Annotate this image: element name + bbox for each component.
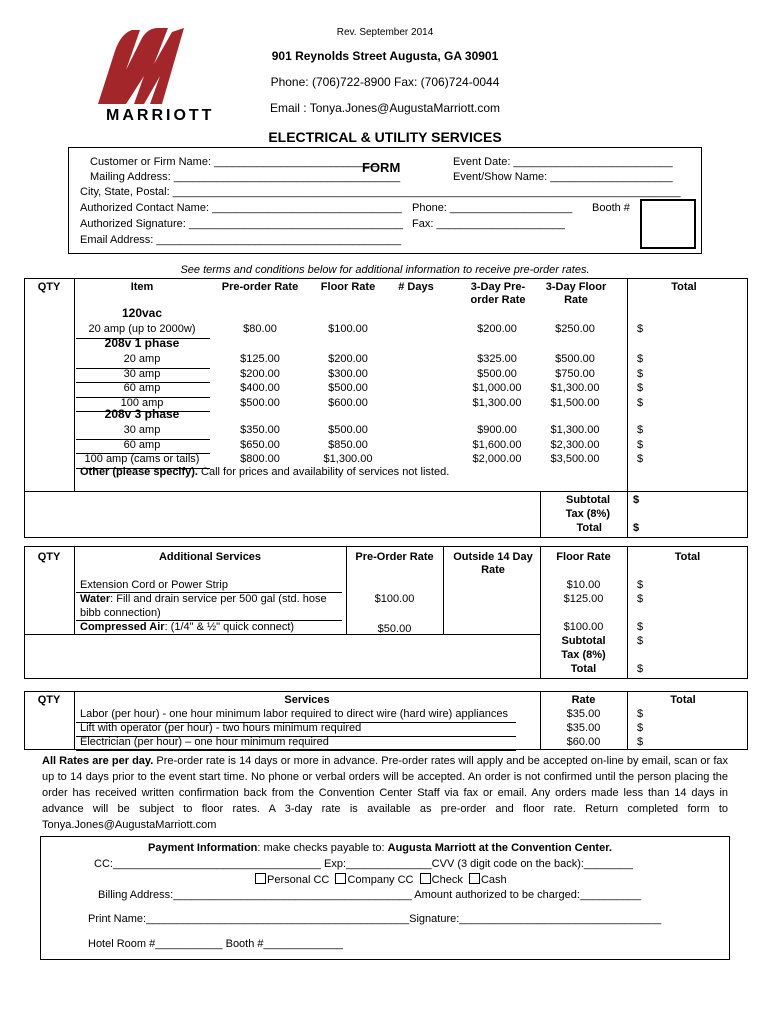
col-preorder: Pre-order Rate — [221, 281, 299, 293]
col-qty: QTY — [37, 281, 61, 293]
row-3day-floor: $500.00 — [555, 353, 595, 365]
row-item: 30 amp — [123, 424, 161, 436]
elec-total-value[interactable]: $ — [633, 522, 640, 534]
col-days: # Days — [398, 281, 434, 293]
email-field[interactable]: Email Address: ________________________________________ — [80, 234, 402, 246]
row-floor: $1,300.00 — [323, 453, 373, 465]
service-rate: $35.00 — [566, 722, 601, 734]
check-checkbox[interactable]: Check — [417, 874, 463, 886]
service-desc: Labor (per hour) - one hour minimum labor required to direct wire (hard wire) appliances — [80, 708, 508, 720]
ext-floor: $10.00 — [566, 579, 601, 591]
personal-cc-checkbox[interactable]: Personal CC — [255, 874, 329, 886]
row-3day-preorder: $1,300.00 — [472, 396, 522, 409]
hotel-phone-fax: Phone: (706)722-8900 Fax: (706)724-0044 — [270, 75, 500, 89]
print-name-field[interactable]: Print Name:___________________________________________Signature:_________________________________ — [88, 913, 662, 925]
add-total-label: Total — [570, 663, 597, 675]
service-total[interactable]: $ — [637, 708, 644, 720]
row-preorder: $200.00 — [240, 367, 280, 380]
svc-col-rate: Rate — [571, 694, 596, 706]
row-3day-floor: $3,500.00 — [550, 453, 600, 465]
row-preorder: $650.00 — [240, 438, 280, 451]
elec-subtotal-label: Subtotal — [566, 494, 610, 506]
add-col-outside: Outside 14 Day Rate — [453, 551, 533, 576]
air-floor: $100.00 — [563, 621, 604, 633]
ext-cord-label: Extension Cord or Power Strip — [80, 579, 228, 591]
air-total[interactable]: $ — [637, 621, 644, 633]
col-item: Item — [130, 281, 154, 293]
service-rate: $60.00 — [566, 736, 601, 748]
form-subtitle: FORM — [362, 160, 401, 175]
section-title: 120vac — [121, 306, 163, 320]
phone-field[interactable]: Phone: ____________________ — [412, 202, 573, 214]
row-3day-preorder: $1,000.00 — [472, 382, 522, 394]
add-col-qty: QTY — [37, 551, 61, 563]
water-floor: $125.00 — [563, 593, 604, 605]
row-total[interactable]: $ — [637, 438, 644, 451]
row-item: 20 amp — [123, 353, 161, 365]
fax-field[interactable]: Fax: _____________________ — [412, 218, 565, 230]
row-total[interactable]: $ — [637, 353, 644, 365]
col-3day-preorder: 3-Day Pre-order Rate — [470, 281, 526, 306]
contact-name-field[interactable]: Authorized Contact Name: _______________________________ — [80, 202, 402, 214]
col-total: Total — [671, 281, 697, 293]
terms-paragraph: All Rates are per day. Pre-order rate is 14 days or more in advance. Pre-order rates will apply and be accepted on-line by email, scan or fax up to 14 days prior to the event start time. No phone or verbal orders will be accepted. An order is not confirmed until the person placing the order has received written confirmation back from the Convention Center Staff via fax or email. Any orders made less than 14 days in advance will be subject to floor rates. A 3-day rate is available as pre-order and floor rate. Return completed form to Tonya.Jones@AugustaMarriott.com — [42, 755, 728, 831]
add-total-value[interactable]: $ — [637, 663, 644, 675]
service-rate: $35.00 — [566, 708, 601, 720]
cash-checkbox[interactable]: Cash — [466, 874, 507, 886]
marriott-logo-icon — [96, 24, 186, 106]
service-desc: Electrician (per hour) – one hour minimum required — [80, 736, 329, 748]
air-label: Compressed Air: (1/4" & ½" quick connect) — [80, 621, 295, 633]
revision-date: Rev. September 2014 — [336, 27, 434, 38]
section-title: 208v 3 phase — [104, 407, 180, 421]
row-total[interactable]: $ — [637, 323, 644, 335]
row-total[interactable]: $ — [637, 396, 644, 409]
hotel-email: Email : Tonya.Jones@AugustaMarriott.com — [269, 101, 501, 115]
elec-total-label: Total — [576, 522, 602, 534]
hotel-room-field[interactable]: Hotel Room #___________ Booth #_____________ — [88, 938, 344, 950]
row-item: 60 amp — [123, 438, 161, 451]
row-3day-preorder: $500.00 — [477, 367, 517, 380]
row-3day-preorder: $200.00 — [477, 323, 517, 335]
booth-label: Booth # — [592, 202, 630, 214]
row-floor: $850.00 — [328, 438, 368, 451]
add-col-service: Additional Services — [158, 551, 262, 563]
service-total[interactable]: $ — [637, 722, 644, 734]
row-item: 100 amp (cams or tails) — [84, 453, 200, 465]
billing-address-field[interactable]: Billing Address:_______________________________________ Amount authorized to be charged:__________ — [98, 889, 642, 901]
payment-options — [255, 873, 507, 887]
row-3day-preorder: $1,600.00 — [472, 438, 522, 451]
other-specify: Other (please specify). Call for prices and availability of services not listed. — [80, 466, 450, 478]
svc-col-service: Services — [284, 694, 330, 706]
logo-text: MARRIOTT — [106, 107, 215, 124]
water-label: Water: Fill and drain service per 500 gal (std. hose — [80, 593, 327, 605]
row-floor: $600.00 — [328, 396, 368, 409]
event-show-name-field[interactable]: Event/Show Name: ____________________ — [453, 171, 673, 183]
water-label-cont: bibb connection) — [80, 607, 161, 619]
signature-field[interactable]: Authorized Signature: ___________________________________ — [80, 218, 403, 230]
row-item: 100 amp — [120, 396, 164, 409]
add-col-preorder: Pre-Order Rate — [355, 551, 434, 563]
row-total[interactable]: $ — [637, 424, 644, 436]
row-3day-floor: $750.00 — [555, 367, 595, 380]
row-3day-floor: $1,300.00 — [550, 382, 600, 394]
row-item: 60 amp — [123, 382, 161, 394]
col-3day-floor: 3-Day Floor Rate — [545, 281, 607, 306]
event-date-field[interactable]: Event Date: __________________________ — [453, 156, 673, 168]
company-cc-checkbox[interactable]: Company CC — [332, 874, 413, 886]
row-floor: $500.00 — [328, 382, 368, 394]
row-total[interactable]: $ — [637, 367, 644, 380]
add-subtotal-value[interactable]: $ — [637, 635, 644, 647]
row-floor: $200.00 — [328, 353, 368, 365]
water-preorder: $100.00 — [374, 593, 415, 605]
row-preorder: $800.00 — [240, 453, 280, 465]
ext-total[interactable]: $ — [637, 579, 644, 591]
row-preorder: $80.00 — [243, 323, 277, 335]
service-total[interactable]: $ — [637, 736, 644, 748]
cc-field[interactable]: CC:__________________________________ Exp:______________CVV (3 digit code on the back):________ — [94, 858, 633, 870]
row-3day-floor: $2,300.00 — [550, 438, 600, 451]
row-preorder: $125.00 — [240, 353, 280, 365]
booth-number-box[interactable] — [640, 199, 696, 249]
row-total[interactable]: $ — [637, 453, 644, 465]
form-title: ELECTRICAL & UTILITY SERVICES — [268, 129, 502, 145]
elec-subtotal-value[interactable]: $ — [633, 494, 640, 506]
col-floor: Floor Rate — [320, 281, 376, 293]
svc-col-total: Total — [670, 694, 696, 706]
water-total[interactable]: $ — [637, 593, 644, 605]
row-floor: $500.00 — [328, 424, 368, 436]
firm-name-field[interactable]: Customer or Firm Name: ___________________________ — [90, 156, 380, 168]
row-floor: $300.00 — [328, 367, 368, 380]
payment-info-label: Payment Information: make checks payable to: Augusta Marriott at the Convention Center. — [148, 842, 612, 854]
row-preorder: $500.00 — [240, 396, 280, 409]
section-title: 208v 1 phase — [104, 336, 180, 350]
city-state-postal-field[interactable]: City, State, Postal: ___________________________________________________________________________________ — [80, 186, 681, 198]
hotel-address: 901 Reynolds Street Augusta, GA 30901 — [271, 49, 499, 63]
add-col-total: Total — [674, 551, 701, 563]
terms-note: See terms and conditions below for additional information to receive pre-order rates. — [180, 264, 590, 276]
row-3day-preorder: $2,000.00 — [472, 453, 522, 465]
row-total[interactable]: $ — [637, 382, 644, 394]
row-preorder: $400.00 — [240, 382, 280, 394]
row-floor: $100.00 — [328, 323, 368, 335]
svc-col-qty: QTY — [37, 694, 61, 706]
row-3day-preorder: $325.00 — [477, 353, 517, 365]
row-item: 20 amp (up to 2000w) — [88, 323, 196, 335]
add-col-floor: Floor Rate — [556, 551, 611, 563]
air-preorder: $50.00 — [377, 623, 412, 635]
elec-tax-label: Tax (8%) — [565, 508, 610, 520]
service-desc: Lift with operator (per hour) - two hours minimum required — [80, 722, 362, 734]
add-tax-label: Tax (8%) — [561, 649, 606, 661]
row-item: 30 amp — [123, 367, 161, 380]
row-3day-preorder: $900.00 — [477, 424, 517, 436]
add-subtotal-label: Subtotal — [561, 635, 606, 647]
row-3day-floor: $250.00 — [555, 323, 595, 335]
row-3day-floor: $1,500.00 — [550, 396, 600, 409]
row-3day-floor: $1,300.00 — [550, 424, 600, 436]
mailing-address-field[interactable]: Mailing Address: _____________________________________ — [90, 171, 401, 183]
row-preorder: $350.00 — [240, 424, 280, 436]
